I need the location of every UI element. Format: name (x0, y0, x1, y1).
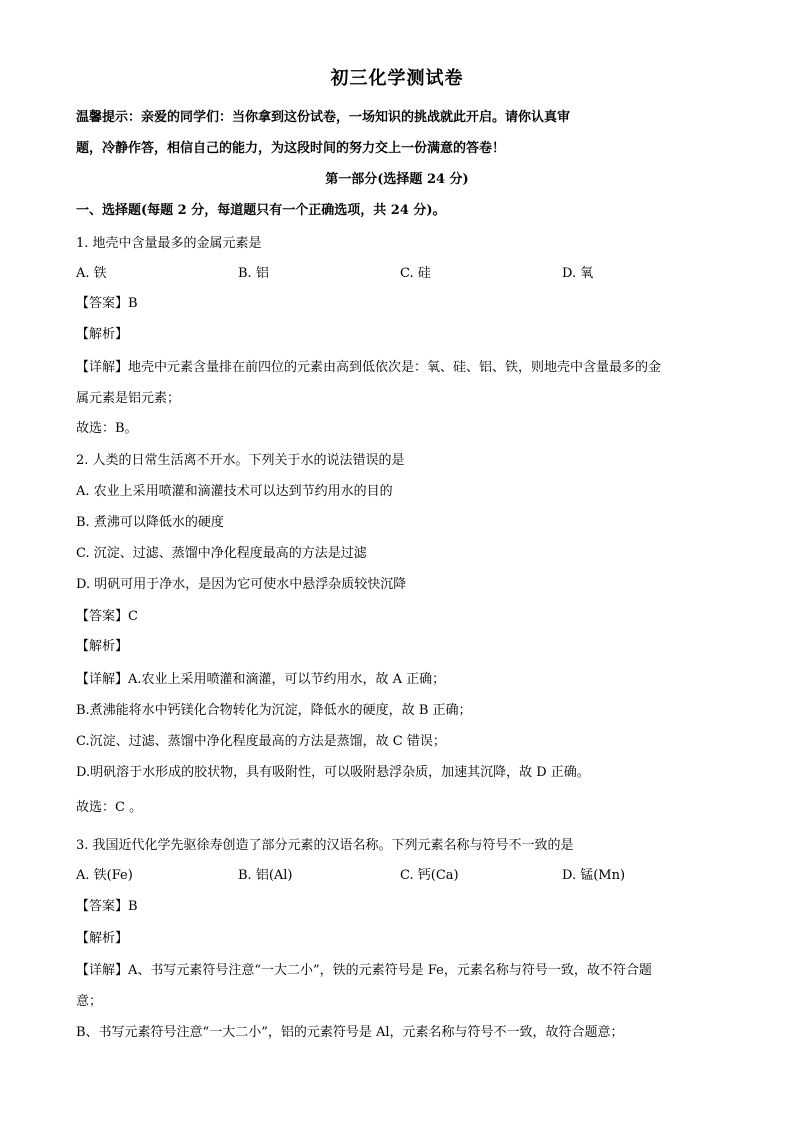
tip-line-1: 温馨提示：亲爱的同学们：当你拿到这份试卷，一场知识的挑战就此开启。请你认真审 (76, 110, 571, 125)
question-2-detail-line-2: B.煮沸能将水中钙镁化合物转化为沉淀，降低水的硬度，故 B 正确； (76, 703, 472, 718)
question-3-detail-line-2: 意； (76, 994, 103, 1009)
question-3-detail-line-1: 【详解】A、书写元素符号注意“一大二小”，铁的元素符号是 Fe，元素名称与符号一致，故不符合题 (76, 963, 652, 978)
question-2-detail-line-1: 【详解】A.农业上采用喷灌和滴灌，可以节约用水，故 A 正确； (76, 672, 446, 687)
question-3-option-c: C. 钙(Ca) (400, 868, 459, 883)
question-2-analysis-label: 【解析】 (76, 639, 129, 654)
question-3-option-b: B. 铝(Al) (238, 868, 293, 883)
question-1-detail-line-1: 【详解】地壳中元素含量排在前四位的元素由高到低依次是：氧、硅、铝、铁，则地壳中含量最多的金 (76, 360, 662, 375)
question-3-answer: 【答案】B (76, 899, 138, 914)
question-3-detail-line-3: B、书写元素符号注意“一大二小”，铝的元素符号是 Al，元素名称与符号不一致，故符合题意； (76, 1025, 624, 1040)
question-1-answer: 【答案】B (76, 296, 138, 311)
page-title: 初三化学测试卷 (330, 68, 464, 89)
question-1-option-c: C. 硅 (400, 266, 431, 281)
question-2-option-c: C. 沉淀、过滤、蒸馏中净化程度最高的方法是过滤 (76, 546, 367, 561)
tip-line-2: 题，冷静作答，相信自己的能力，为这段时间的努力交上一份满意的答卷！ (76, 141, 506, 156)
question-1-option-a: A. 铁 (76, 266, 107, 281)
question-1-option-b: B. 铝 (238, 266, 269, 281)
question-2-option-a: A. 农业上采用喷灌和滴灌技术可以达到节约用水的目的 (76, 484, 393, 499)
question-2-detail-line-4: D.明矾溶于水形成的胶状物，具有吸附性，可以吸附悬浮杂质，加速其沉降，故 D 正确。 (76, 765, 590, 780)
question-2-detail-line-3: C.沉淀、过滤、蒸馏中净化程度最高的方法是蒸馏，故 C 错误； (76, 734, 446, 749)
question-1-conclusion: 故选：B。 (76, 421, 138, 436)
question-1-option-d: D. 氧 (562, 266, 594, 281)
question-3-option-a: A. 铁(Fe) (76, 868, 133, 883)
question-2-option-b: B. 煮沸可以降低水的硬度 (76, 515, 224, 530)
question-1-stem: 1. 地壳中含量最多的金属元素是 (76, 236, 262, 251)
question-3-analysis-label: 【解析】 (76, 931, 129, 946)
question-2-stem: 2. 人类的日常生活离不开水。下列关于水的说法错误的是 (76, 453, 405, 468)
question-3-stem: 3. 我国近代化学先驱徐寿创造了部分元素的汉语名称。下列元素名称与符号不一致的是 (76, 838, 574, 853)
question-2-option-d: D. 明矾可用于净水，是因为它可使水中悬浮杂质较快沉降 (76, 577, 407, 592)
question-1-analysis-label: 【解析】 (76, 327, 129, 342)
part-title: 第一部分(选择题 24 分) (325, 172, 469, 187)
question-1-detail-line-2: 属元素是铝元素； (76, 391, 181, 406)
question-2-conclusion: 故选：C 。 (76, 800, 143, 815)
question-2-answer: 【答案】C (76, 609, 138, 624)
question-3-option-d: D. 锰(Mn) (562, 868, 626, 883)
section-title: 一、选择题(每题 2 分，每道题只有一个正确选项，共 24 分)。 (76, 203, 446, 218)
